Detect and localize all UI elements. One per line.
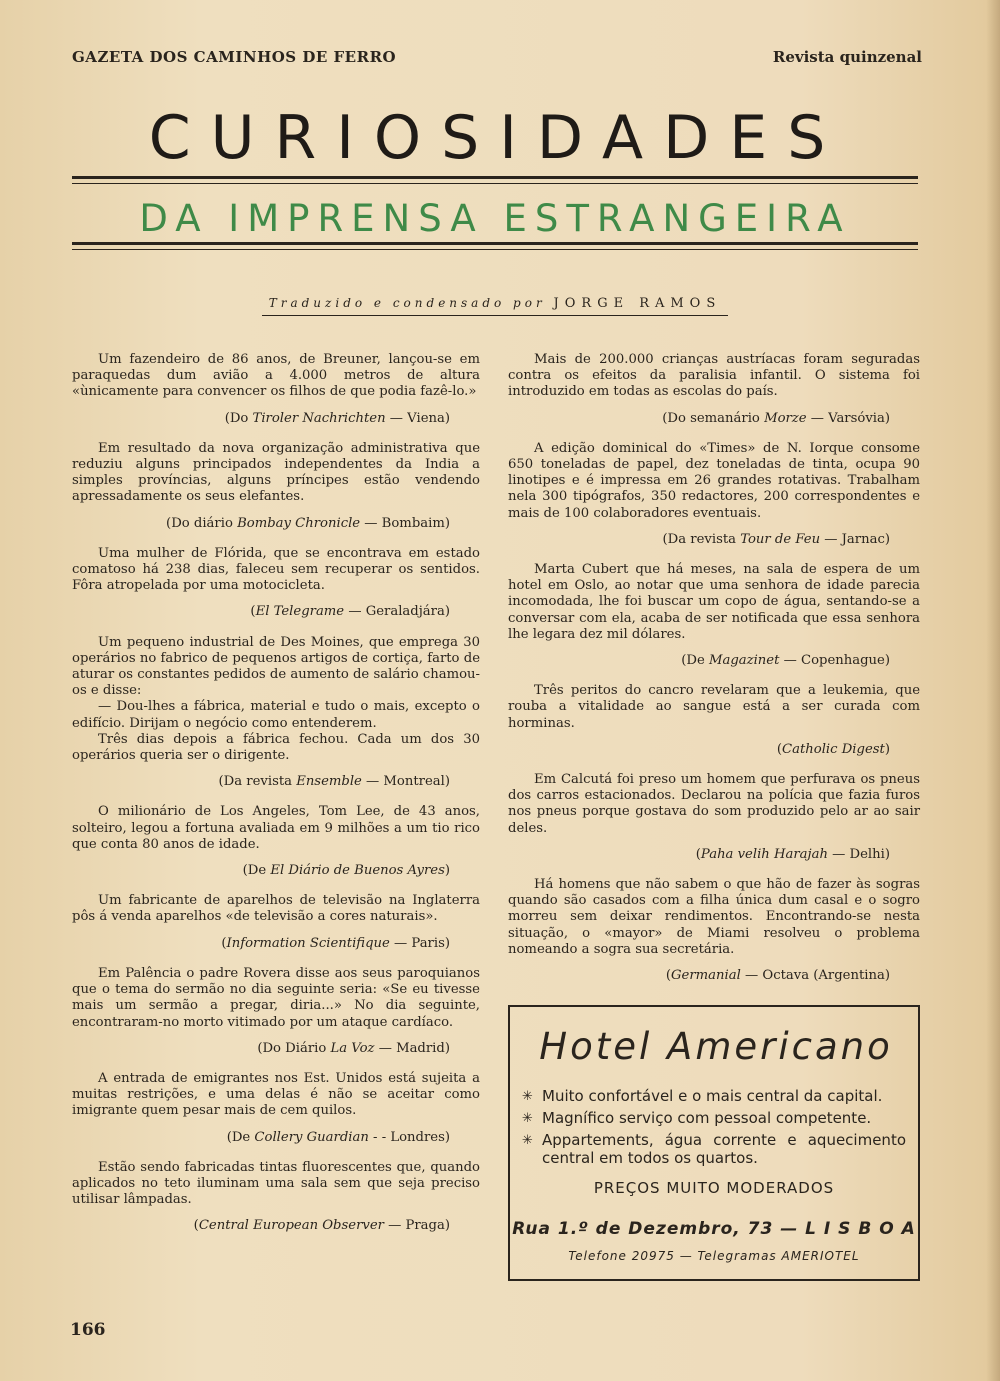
source-publication: Morze bbox=[764, 410, 807, 426]
source-location: ) bbox=[884, 741, 890, 757]
source-prefix: (Do diário bbox=[166, 515, 238, 531]
source-prefix: ( bbox=[193, 1218, 199, 1234]
source-publication: El Diário de Buenos Ayres bbox=[270, 863, 445, 879]
asterisk-bullet-icon: ✳ bbox=[522, 1133, 533, 1148]
article-source bbox=[72, 516, 450, 532]
ad-prices: PREÇOS MUITO MODERADOS bbox=[593, 1179, 835, 1197]
source-publication: Catholic Digest bbox=[782, 741, 885, 757]
article-source bbox=[508, 411, 890, 427]
source-publication: Bombay Chronicle bbox=[237, 515, 361, 531]
source-prefix: (Da revista bbox=[218, 774, 297, 790]
source-location: — Praga) bbox=[383, 1218, 450, 1234]
source-publication: Tiroler Nachrichten bbox=[252, 410, 386, 426]
article-paragraph: — Dou-lhes a fábrica, material e tudo o mais, excepto o edifício. Dirijam o negócio como entenderem. bbox=[72, 699, 480, 731]
ad-feature-list bbox=[522, 1087, 906, 1171]
ad-phone: Telefone 20975 — Telegramas AMERIOTEL bbox=[568, 1249, 860, 1263]
title-rule-thin bbox=[72, 183, 918, 184]
source-prefix: (Do semanário bbox=[662, 410, 765, 426]
article-paragraph: Três dias depois a fábrica fechou. Cada um dos 30 operários queria ser o dirigente. bbox=[72, 731, 480, 764]
hotel-advertisement bbox=[508, 1005, 920, 1281]
article-paragraph: Mais de 200.000 crianças austríacas foram seguradas contra os efeitos da paralisia infantil. O sistema foi introduzido em todas as escolas do país. bbox=[508, 352, 920, 400]
source-location: — Paris) bbox=[389, 935, 450, 951]
source-location: — Copenhague) bbox=[779, 653, 890, 669]
source-location: - - Londres) bbox=[368, 1129, 450, 1145]
article-paragraph: Uma mulher de Flórida, que se encontrava em estado comatoso há 238 dias, faleceu sem recuperar os sentidos. Fôra atropelada por uma motocicleta. bbox=[72, 545, 480, 594]
byline-prefix: Traduzido e condensado por bbox=[268, 296, 546, 310]
article-source bbox=[508, 742, 890, 758]
source-prefix: ( bbox=[776, 741, 783, 757]
source-prefix: (Do Diário bbox=[257, 1040, 331, 1056]
byline bbox=[262, 296, 728, 316]
article-paragraph: O milionário de Los Angeles, Tom Lee, de 43 anos, solteiro, legou a fortuna avaliada em 9 milhões a um tio rico que conta 80 anos de idade. bbox=[72, 804, 480, 852]
source-publication: Tour de Feu bbox=[740, 531, 821, 547]
article-source bbox=[72, 774, 450, 790]
article-paragraph: Em Palência o padre Rovera disse aos seus paroquianos que o tema do sermão no dia seguinte seria: «Se eu tivesse mais um sermão a pregar, diria...» No dia seguinte, encontraram-no morto vitimado por um ataque cardíaco. bbox=[72, 965, 480, 1030]
title-rule-thick bbox=[72, 176, 918, 179]
source-publication: Ensemble bbox=[296, 774, 362, 790]
article-source bbox=[72, 1130, 450, 1146]
byline-author: JORGE RAMOS bbox=[553, 296, 722, 311]
source-prefix: ( bbox=[221, 935, 227, 951]
article-paragraph: Em resultado da nova organização administrativa que reduziu alguns principados independentes da India a simples províncias, alguns príncipes estão vendendo apressadamente os seus elefantes. bbox=[72, 440, 480, 505]
ad-feature-item: ✳ Muito confortável e o mais central da capital. bbox=[522, 1087, 883, 1105]
source-location: — Montreal) bbox=[361, 774, 450, 790]
source-location: — Bombaim) bbox=[360, 515, 450, 531]
article-paragraph: Um pequeno industrial de Des Moines, que emprega 30 operários no fabrico de pequenos artigos de cortiça, farto de aturar os constantes pedidos de aumento de salário chamou-os e disse: bbox=[72, 634, 480, 699]
source-prefix: ( bbox=[695, 846, 701, 862]
ad-feature-item: ✳ Appartements, água corrente e aquecimento central em todos os quartos. bbox=[522, 1131, 906, 1167]
article-paragraph: A edição dominical do «Times» de N. Iorque consome 650 toneladas de papel, dez toneladas de tinta, ocupa 90 linotipes e é impressa em 26 grandes rotativas. Trabalham nela 300 tipógrafos, 350 redactores, 200 correspondentes e mais de 100 colaboradores eventuais. bbox=[508, 440, 920, 521]
article-source bbox=[72, 863, 450, 879]
ad-address: Rua 1.º de Dezembro, 73 — L I S B O A bbox=[512, 1219, 916, 1239]
right-column bbox=[508, 352, 920, 998]
asterisk-bullet-icon: ✳ bbox=[522, 1111, 533, 1126]
article-source bbox=[72, 936, 450, 952]
article-paragraph: Em Calcutá foi preso um homem que perfurava os pneus dos carros estacionados. Declarou na polícia que fazia furos nos pneus porque gostava do som produzido pelo ar ao sair deles. bbox=[508, 772, 920, 836]
article-paragraph: Três peritos do cancro revelaram que a leukemia, que rouba a vitalidade ao sangue está a ser curada com horminas. bbox=[508, 683, 920, 731]
source-publication: Central European Observer bbox=[198, 1218, 384, 1234]
ad-title: Hotel Americano bbox=[539, 1025, 893, 1068]
subtitle-rule-thin bbox=[72, 249, 918, 250]
article-source bbox=[72, 411, 450, 427]
section-title: CURIOSIDADES bbox=[148, 103, 846, 173]
article-source bbox=[508, 847, 890, 863]
article-paragraph: Há homens que não sabem o que hão de fazer às sogras quando são casados com a filha única dum casal e o sogro morreu sem deixar rendimentos. Encontrando-se nesta situação, o «mayor» de Miami resolveu o problema nomeando a sogra sua secretária. bbox=[508, 877, 920, 957]
article-source bbox=[508, 968, 890, 984]
source-location: — Delhi) bbox=[827, 846, 890, 862]
article-source bbox=[72, 604, 450, 620]
publication-frequency: Revista quinzenal bbox=[772, 48, 922, 66]
source-prefix: (Da revista bbox=[662, 531, 741, 547]
source-publication: Germanial bbox=[671, 968, 741, 984]
article-paragraph: A entrada de emigrantes nos Est. Unidos está sujeita a muitas restrições, e uma delas é não se aceitar como imigrante quem pesar mais de cem quilos. bbox=[72, 1070, 480, 1119]
left-column bbox=[72, 352, 480, 1249]
section-subtitle: DA IMPRENSA ESTRANGEIRA bbox=[139, 197, 851, 240]
article-paragraph: Estão sendo fabricadas tintas fluorescentes que, quando aplicados no teto iluminam uma sala sem que seja preciso utilisar lâmpadas. bbox=[72, 1159, 480, 1208]
source-prefix: (De bbox=[681, 653, 709, 669]
source-location: — Jarnac) bbox=[820, 531, 890, 547]
source-publication: Magazinet bbox=[708, 653, 780, 669]
source-location: ) bbox=[444, 863, 450, 879]
source-prefix: ( bbox=[665, 968, 672, 984]
asterisk-bullet-icon: ✳ bbox=[522, 1089, 533, 1104]
page-number: 166 bbox=[70, 1320, 106, 1340]
source-location: — Varsóvia) bbox=[806, 410, 890, 426]
source-prefix: (Do bbox=[224, 410, 253, 426]
source-location: — Octava (Argentina) bbox=[740, 968, 890, 984]
article-source bbox=[72, 1218, 450, 1234]
article-source bbox=[508, 532, 890, 548]
article-paragraph: Marta Cubert que há meses, na sala de espera de um hotel em Oslo, ao notar que uma senhora de idade parecia incomodada, lhe foi buscar um copo de água, sentando-se a conversar com ela, acaba de ser notificada que essa senhora lhe legara dez mil dólares. bbox=[508, 562, 920, 642]
publication-title: GAZETA DOS CAMINHOS DE FERRO bbox=[72, 48, 397, 66]
source-publication: La Voz bbox=[330, 1040, 375, 1056]
source-location: — Madrid) bbox=[374, 1040, 450, 1056]
article-source bbox=[508, 653, 890, 669]
source-publication: Collery Guardian bbox=[254, 1129, 369, 1145]
source-location: — Geraladjára) bbox=[344, 604, 450, 620]
source-location: — Viena) bbox=[385, 410, 450, 426]
ad-feature-item: ✳ Magnífico serviço com pessoal competente. bbox=[522, 1109, 872, 1127]
source-prefix: ( bbox=[250, 604, 256, 620]
source-publication: Information Scientifique bbox=[226, 935, 390, 951]
article-source bbox=[72, 1041, 450, 1057]
source-prefix: (De bbox=[242, 863, 271, 879]
article-paragraph: Um fazendeiro de 86 anos, de Breuner, lançou-se em paraquedas dum avião a 4.000 metros de altura «ùnicamente para convencer os filhos de que podia fazê-lo.» bbox=[72, 352, 480, 400]
source-prefix: (De bbox=[226, 1129, 255, 1145]
page-edge-shadow bbox=[986, 0, 1000, 1381]
source-publication: Paha velih Harajah bbox=[700, 846, 828, 862]
article-paragraph: Um fabricante de aparelhos de televisão na Inglaterra pôs á venda aparelhos «de televisão a cores naturais». bbox=[72, 893, 480, 925]
subtitle-rule-thick bbox=[72, 242, 918, 245]
source-publication: El Telegrame bbox=[255, 604, 345, 620]
